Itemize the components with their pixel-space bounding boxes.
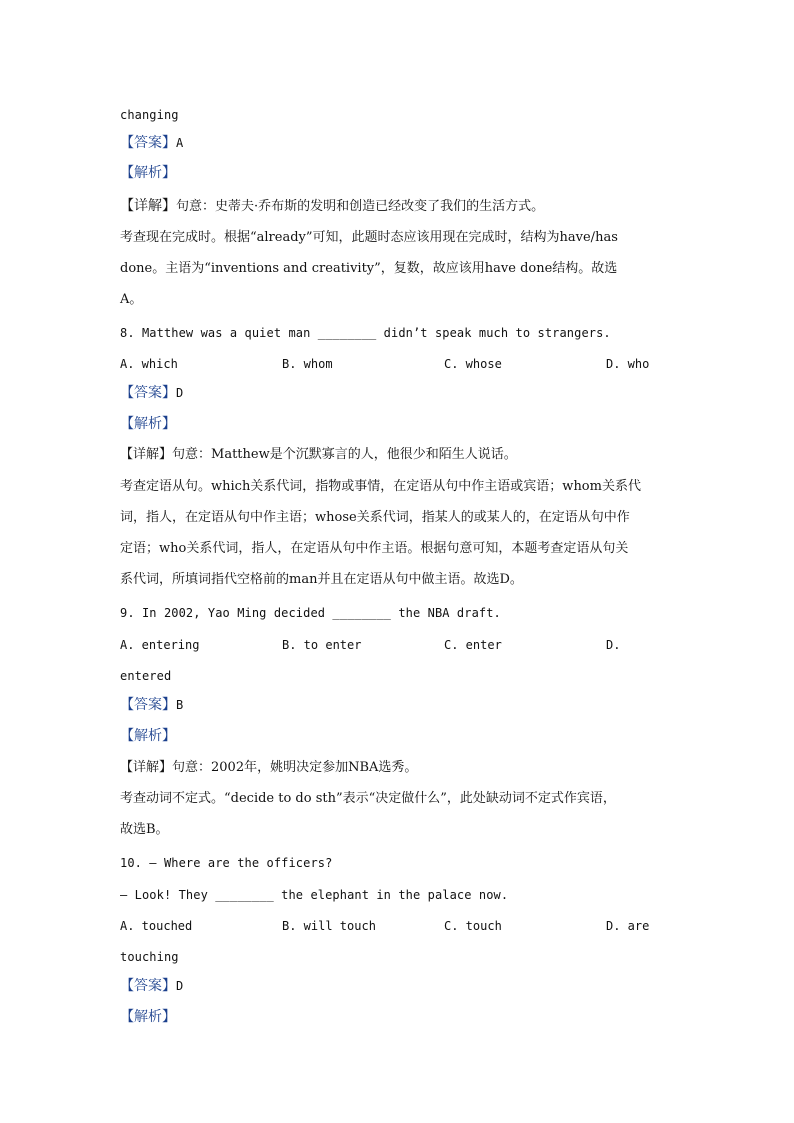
q10-option-c: C. touch: [444, 919, 502, 933]
q8-analysis-label: 【解析】: [120, 416, 176, 432]
detail-text: 句意：史蒂夫·乔布斯的发明和创造已经改变了我们的生活方式。: [176, 199, 545, 214]
answer-label: 【答案】: [120, 385, 176, 401]
q9-option-d: D.: [606, 638, 621, 652]
q7-answer: [120, 134, 183, 153]
q8-option-b: B. whom: [282, 357, 333, 371]
q7-explain-line-2: done。主语为“inventions and creativity”，复数，故应该用have done结构。故选: [120, 261, 618, 276]
detail-label: 【详解】: [120, 760, 173, 775]
detail-text: 句意：2002年，姚明决定参加NBA选秀。: [172, 760, 418, 775]
q10-stem-line-2: — Look! They ________ the elephant in the palace now.: [120, 888, 509, 902]
q8-option-c: C. whose: [444, 357, 502, 371]
q7-option-continuation: changing: [120, 108, 179, 122]
q9-detail: [120, 759, 417, 777]
detail-label: 【详解】: [120, 447, 173, 462]
q8-option-d: D. who: [606, 357, 650, 371]
q9-explain-line-1: 考查动词不定式。“decide to do sth”表示“决定做什么”，此处缺动词不定式作宾语，: [120, 791, 616, 806]
answer-value: D: [176, 386, 184, 400]
q8-explain-line-1: 考查定语从句。which关系代词，指物或事情，在定语从句中作主语或宾语；whom关系代: [120, 479, 641, 494]
q10-option-a: A. touched: [120, 919, 193, 933]
answer-label: 【答案】: [120, 978, 176, 994]
q7-detail: [120, 197, 544, 216]
q8-explain-line-2: 词，指人，在定语从句中作主语；whose关系代词，指某人的或某人的，在定语从句中作: [120, 510, 630, 525]
q10-answer: [120, 977, 183, 996]
q9-analysis-label: 【解析】: [120, 728, 176, 744]
q10-option-d: D. are: [606, 919, 650, 933]
q9-option-continuation: entered: [120, 669, 172, 683]
q8-detail: [120, 446, 517, 464]
q8-explain-line-3: 定语；who关系代词，指人，在定语从句中作主语。根据句意可知，本题考查定语从句关: [120, 541, 629, 556]
detail-label: 【详解】: [120, 198, 176, 214]
q8-option-a: A. which: [120, 357, 178, 371]
q9-option-c: C. enter: [444, 638, 502, 652]
q9-explain-line-2: 故选B。: [120, 822, 169, 837]
q10-option-b: B. will touch: [282, 919, 376, 933]
answer-value: D: [176, 979, 184, 993]
q10-stem-line-1: 10. — Where are the officers?: [120, 856, 333, 870]
q8-answer: [120, 384, 183, 403]
q9-answer: [120, 696, 183, 715]
answer-value: A: [176, 136, 184, 150]
q10-analysis-label: 【解析】: [120, 1009, 176, 1025]
q9-option-b: B. to enter: [282, 638, 362, 652]
q9-stem: 9. In 2002, Yao Ming decided ________ the NBA draft.: [120, 606, 501, 620]
answer-label: 【答案】: [120, 135, 176, 151]
detail-text: 句意：Matthew是个沉默寡言的人，他很少和陌生人说话。: [172, 447, 517, 462]
answer-value: B: [176, 698, 184, 712]
q7-explain-line-3: A。: [120, 292, 143, 307]
q8-explain-line-4: 系代词，所填词指代空格前的man并且在定语从句中做主语。故选D。: [120, 572, 523, 587]
q7-analysis-label: 【解析】: [120, 165, 176, 181]
q7-explain-line-1: 考查现在完成时。根据“already”可知，此题时态应该用现在完成时，结构为have/has: [120, 230, 618, 245]
q10-option-continuation: touching: [120, 950, 179, 964]
q8-stem: 8. Matthew was a quiet man ________ didn’t speak much to strangers.: [120, 326, 611, 340]
answer-label: 【答案】: [120, 697, 176, 713]
q9-option-a: A. entering: [120, 638, 200, 652]
